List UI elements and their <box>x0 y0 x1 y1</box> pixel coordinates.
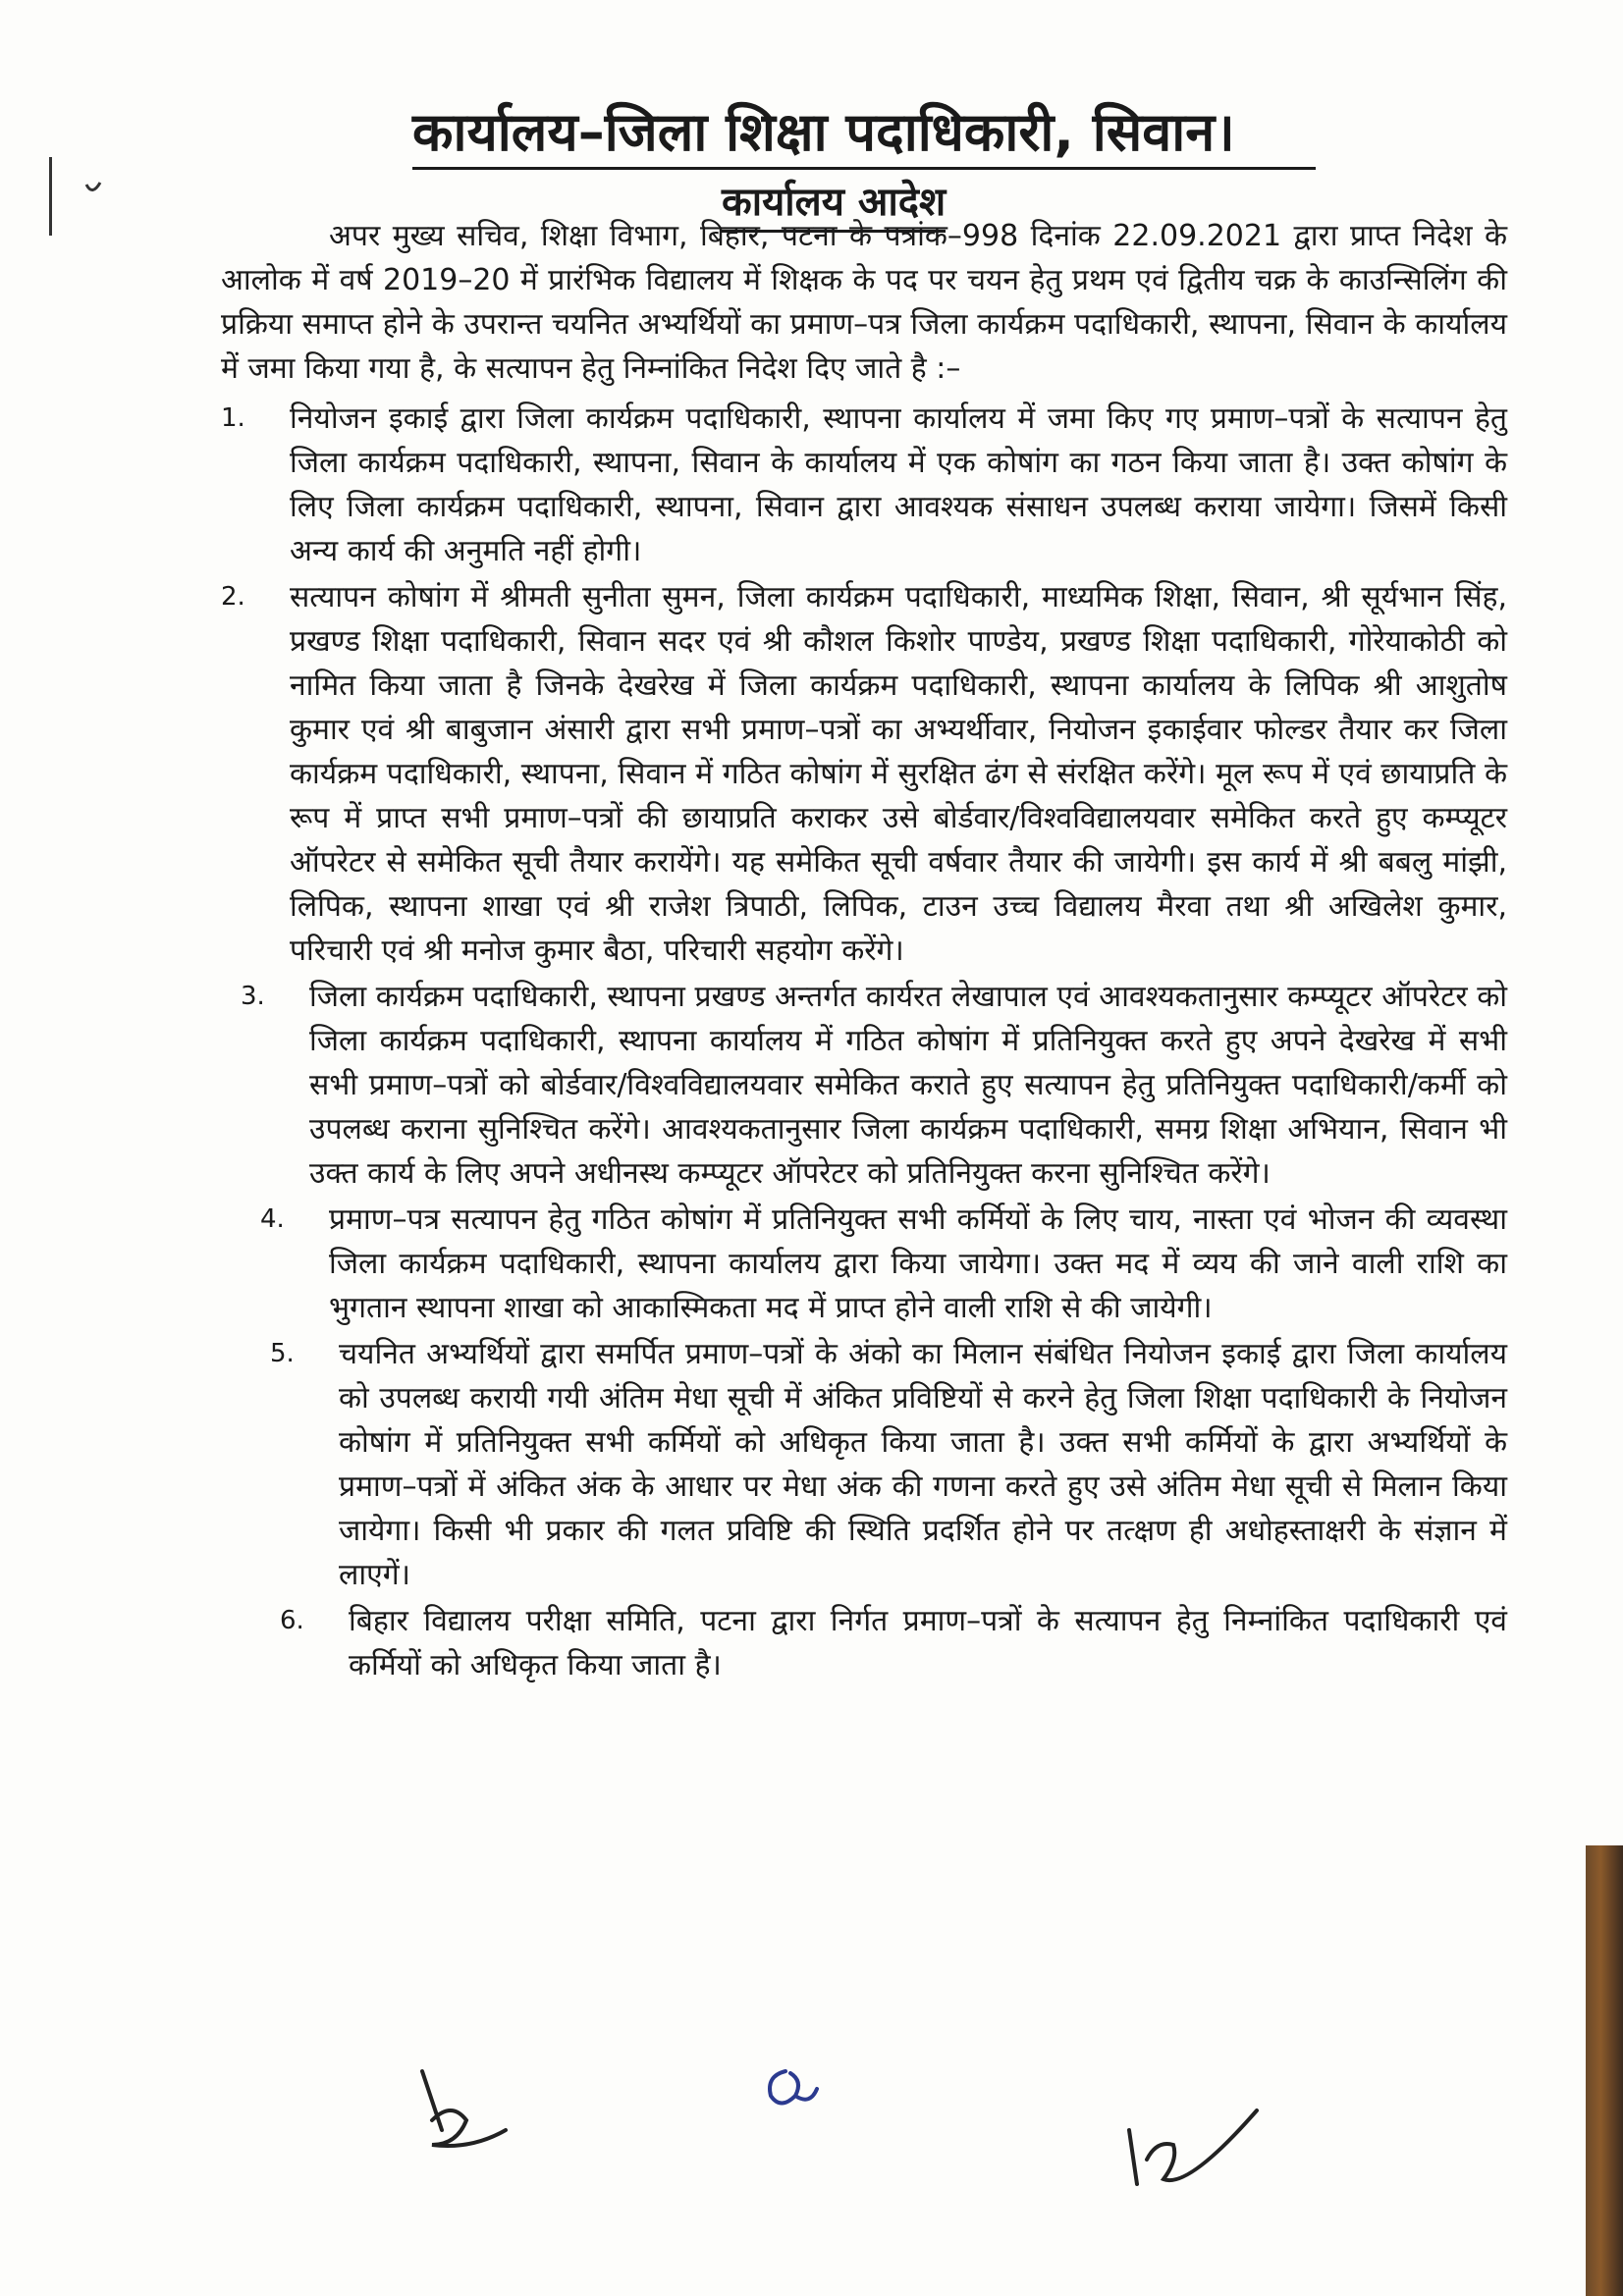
handwritten-initial-2 <box>756 2052 825 2120</box>
margin-tick-mark <box>79 167 118 206</box>
item-number: 2. <box>221 582 245 612</box>
item-number: 6. <box>280 1606 304 1635</box>
intro-paragraph: अपर मुख्य सचिव, शिक्षा विभाग, बिहार, पटना के पत्रांक–998 दिनांक 22.09.2021 द्वारा प्राप्त निदेश के आलोक में वर्ष 2019–20 में प्रारंभिक विद्यालय में शिक्षक के पद पर चयन हेतु प्रथम एवं द्वितीय चक्र के काउन्सिलिंग की प्रक्रिया समाप्त होने के उपरान्त चयनित अभ्यर्थियों का प्रमाण–पत्र जिला कार्यक्रम पदाधिकारी, स्थापना, सिवान के कार्यालय में जमा किया गया है, के सत्यापन हेतु निम्नांकित निदेश दिए जाते है :– <box>221 219 1507 386</box>
order-heading: कार्यालय आदेश <box>722 175 946 233</box>
list-item <box>280 1599 1507 1687</box>
item-text: नियोजन इकाई द्वारा जिला कार्यक्रम पदाधिकारी, स्थापना कार्यालय में जमा किए गए प्रमाण–पत्रों के सत्यापन हेतु जिला कार्यक्रम पदाधिकारी, स्थापना, सिवान के कार्यालय में एक कोषांग का गठन किया जाता है। उक्त कोषांग के लिए जिला कार्यक्रम पदाधिकारी, स्थापना, सिवान द्वारा आवश्यक संसाधन उपलब्ध कराया जायेगा। जिसमें किसी अन्य कार्य की अनुमति नहीं होगी। <box>290 401 1507 568</box>
handwritten-initial-1 <box>412 2061 520 2169</box>
item-text: प्रमाण–पत्र सत्यापन हेतु गठित कोषांग में प्रतिनियुक्त सभी कर्मियों के लिए चाय, नास्ता एवं भोजन की व्यवस्था जिला कार्यक्रम पदाधिकारी, स्थापना कार्यालय द्वारा किया जायेगा। उक्त मद में व्यय की जाने वाली राशि का भुगतान स्थापना शाखा को आकास्मिकता मद में प्राप्त होने वाली राशि से की जायेगी। <box>329 1202 1507 1325</box>
page-title: कार्यालय–जिला शिक्षा पदाधिकारी, सिवान। <box>412 98 1316 170</box>
margin-mark <box>49 157 52 236</box>
list-item <box>221 575 1507 973</box>
document-body <box>221 214 1507 1689</box>
item-text: सत्यापन कोषांग में श्रीमती सुनीता सुमन, जिला कार्यक्रम पदाधिकारी, माध्यमिक शिक्षा, सिवान, श्री सूर्यभान सिंह, प्रखण्ड शिक्षा पदाधिकारी, सिवान सदर एवं श्री कौशल किशोर पाण्डेय, प्रखण्ड शिक्षा पदाधिकारी, गोरेयाकोठी को नामित किया जाता है जिनके देखरेख में जिला कार्यक्रम पदाधिकारी, स्थापना कार्यालय के लिपिक श्री आशुतोष कुमार एवं श्री बाबुजान अंसारी द्वारा सभी प्रमाण–पत्रों का अभ्यर्थीवार, नियोजन इकाईवार फोल्डर तैयार कर जिला कार्यक्रम पदाधिकारी, स्थापना, सिवान में गठित कोषांग में सुरक्षित ढंग से संरक्षित करेंगे। मूल रूप में एवं छायाप्रति के रूप में प्राप्त सभी प्रमाण–पत्रों की छायाप्रति कराकर उसे बोर्डवार/विश्वविद्यालयवार समेकित करते हुए कम्प्यूटर ऑपरेटर से समेकित सूची तैयार करायेंगे। यह समेकित सूची वर्षवार तैयार की जायेगी। इस कार्य में श्री बबलु मांझी, लिपिक, स्थापना शाखा एवं श्री राजेश त्रिपाठी, लिपिक, टाउन उच्च विद्यालय मैरवा तथा श्री अखिलेश कुमार, परिचारी एवं श्री मनोज कुमार बैठा, परिचारी सहयोग करेंगे। <box>290 580 1507 968</box>
item-number: 1. <box>221 403 245 433</box>
item-number: 3. <box>241 982 265 1011</box>
list-item <box>241 975 1507 1196</box>
list-item <box>270 1332 1507 1597</box>
handwritten-signature <box>1119 2101 1267 2209</box>
item-text: जिला कार्यक्रम पदाधिकारी, स्थापना प्रखण्ड अन्तर्गत कार्यरत लेखापाल एवं आवश्यकतानुसार कम्प्यूटर ऑपरेटर को जिला कार्यक्रम पदाधिकारी, स्थापना कार्यालय में गठित कोषांग में प्रतिनियुक्त करते हुए अपने देखरेख में सभी सभी प्रमाण–पत्रों को बोर्डवार/विश्वविद्यालयवार समेकित कराते हुए सत्यापन हेतु प्रतिनियुक्त पदाधिकारी/कर्मी को उपलब्ध कराना सुनिश्चित करेंगे। आवश्यकतानुसार जिला कार्यक्रम पदाधिकारी, समग्र शिक्षा अभियान, सिवान भी उक्त कार्य के लिए अपने अधीनस्थ कम्प्यूटर ऑपरेटर को प्रतिनियुक्त करना सुनिश्चित करेंगे। <box>309 980 1507 1191</box>
item-number: 4. <box>260 1204 285 1234</box>
item-number: 5. <box>270 1339 295 1368</box>
list-item <box>221 397 1507 573</box>
list-item <box>260 1198 1507 1330</box>
item-text: बिहार विद्यालय परीक्षा समिति, पटना द्वारा निर्गत प्रमाण–पत्रों के सत्यापन हेतु निम्नांकित पदाधिकारी एवं कर्मियों को अधिकृत किया जाता है। <box>349 1604 1507 1682</box>
item-text: चयनित अभ्यर्थियों द्वारा समर्पित प्रमाण–पत्रों के अंको का मिलान संबंधित नियोजन इकाई द्वारा जिला कार्यालय को उपलब्ध करायी गयी अंतिम मेधा सूची में अंकित प्रविष्टियों से करने हेतु जिला शिक्षा पदाधिकारी के नियोजन कोषांग में प्रतिनियुक्त सभी कर्मियों को अधिकृत किया जाता है। उक्त सभी कर्मियों के द्वारा अभ्यर्थियों के प्रमाण–पत्रों में अंकित अंक के आधार पर मेधा अंक की गणना करते हुए उसे अंतिम मेधा सूची से मिलान किया जायेगा। किसी भी प्रकार की गलत प्रविष्टि की स्थिति प्रदर्शित होने पर तत्क्षण ही अधोहस्ताक्षरी के संज्ञान में लाएगें। <box>339 1337 1507 1592</box>
scan-edge-strip <box>1586 1845 1623 2296</box>
